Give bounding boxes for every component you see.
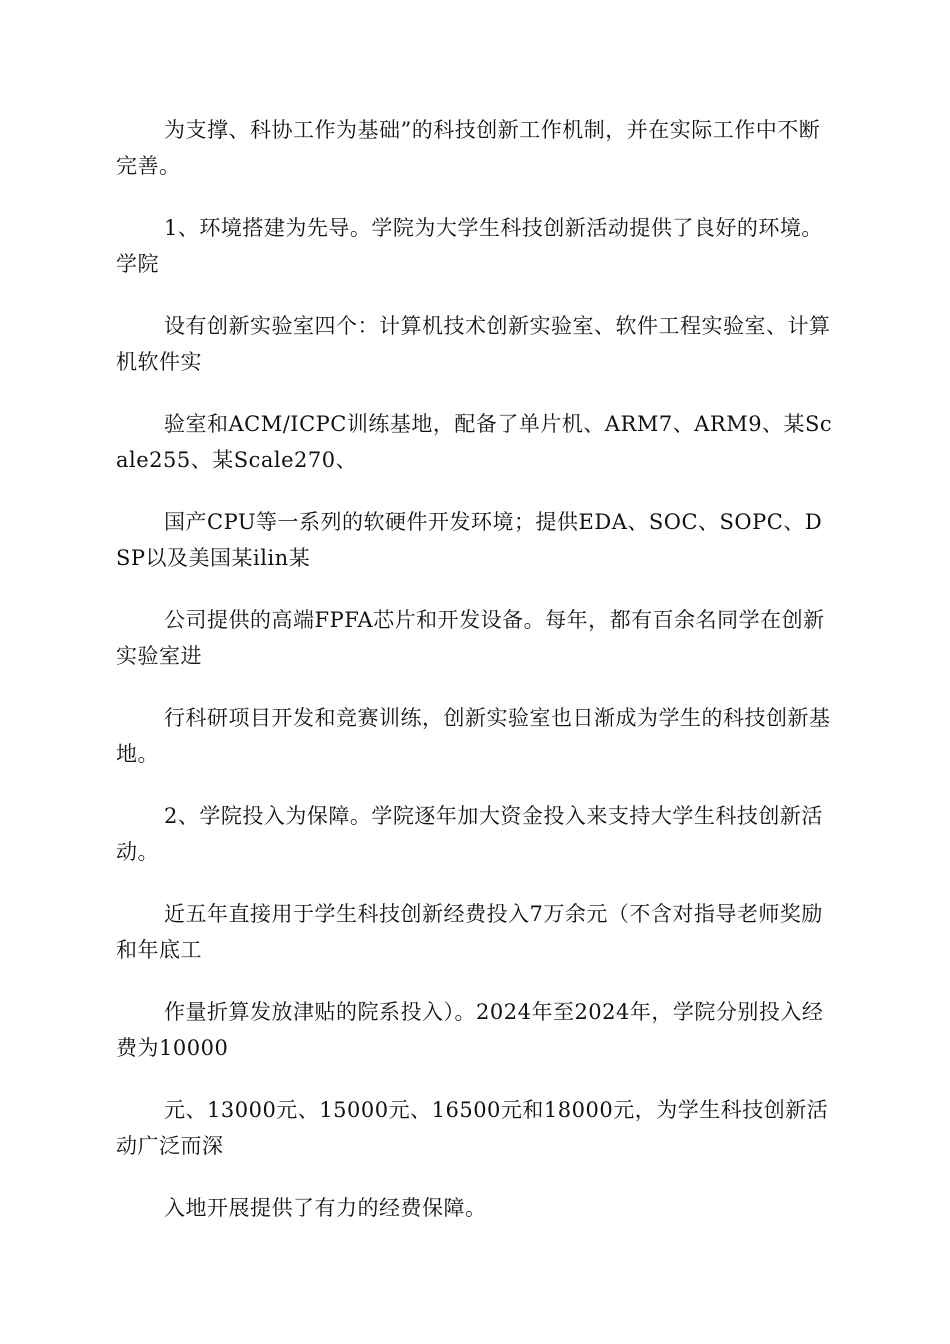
paragraph-2: 1、环境搭建为先导。学院为大学生科技创新活动提供了良好的环境。学院 xyxy=(116,216,823,276)
paragraph-6: 公司提供的高端FPFA芯片和开发设备。每年，都有百余名同学在创新实验室进 xyxy=(116,608,825,668)
paragraph-4: 验室和ACM/ICPC训练基地，配备了单片机、ARM7、ARM9、某Scale255、某Scale270、 xyxy=(116,412,833,472)
paragraph-8: 2、学院投入为保障。学院逐年加大资金投入来支持大学生科技创新活动。 xyxy=(116,804,823,864)
paragraph-5: 国产CPU等一系列的软硬件开发环境；提供EDA、SOC、SOPC、DSP以及美国某ilin某 xyxy=(116,510,823,570)
paragraph-7: 行科研项目开发和竞赛训练，创新实验室也日渐成为学生的科技创新基地。 xyxy=(116,706,831,766)
paragraph-11: 元、13000元、15000元、16500元和18000元，为学生科技创新活动广泛而深 xyxy=(116,1098,829,1158)
document-body xyxy=(116,112,836,1252)
paragraph-3: 设有创新实验室四个：计算机技术创新实验室、软件工程实验室、计算机软件实 xyxy=(116,314,831,374)
paragraph-10: 作量折算发放津贴的院系投入）。2024年至2024年，学院分别投入经费为10000 xyxy=(116,1000,824,1060)
paragraph-1: 为支撑、科协工作为基础”的科技创新工作机制，并在实际工作中不断完善。 xyxy=(116,118,821,178)
paragraph-12: 入地开展提供了有力的经费保障。 xyxy=(164,1196,487,1220)
paragraph-9: 近五年直接用于学生科技创新经费投入7万余元（不含对指导老师奖励和年底工 xyxy=(116,902,823,962)
